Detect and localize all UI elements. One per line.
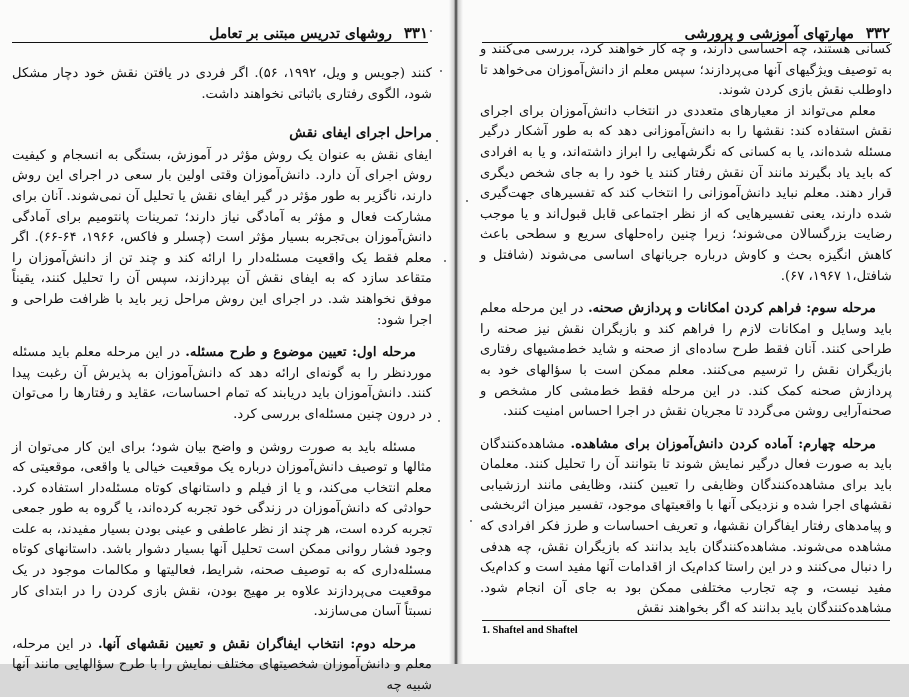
right-page (460, 0, 909, 664)
scan-speck (438, 420, 440, 422)
paragraph (12, 635, 432, 697)
paragraph: معلم می‌تواند از معیارهای متعددی در انتخاب دانش‌آموزان برای اجرای نقش استفاده کند: نقشها را به دانش‌آموزانی دهد که به طور آشکار درگیر مسئله شده‌اند، یا به کسانی که نگرشهایی را ابراز داشته‌اند، و یا به افرادی که باید یاد بگیرند مانند آن نقش رفتار کنند یا خود را به جای شخص دیگری قرار دهند. معلم نباید دانش‌آموزانی را انتخاب کند که تفسیرهای جهت‌گیری شده دارند، یعنی تفسیرهایی که از نظر اجتماعی قابل قبول‌اند و یا موجب رضایت بزرگسالان می‌شوند؛ زیرا چنین راه‌حلهای سریع و سطحی باعث کاهش انگیزه بحث و کاوش درباره جریانهای اساسی می‌شوند (شافتل و شافتل،۱ ۱۹۶۷، ۶۷). (480, 103, 892, 284)
scan-speck (444, 260, 446, 262)
paragraph-lead: مرحله سوم: فراهم کردن امکانات و پردازش صحنه. (588, 301, 876, 317)
scan-speck (436, 140, 438, 142)
paragraph: کسانی هستند، چه احساسی دارند، و چه کار خواهند کرد، بررسی می‌کنند و به توصیف ویژگیهای آنها می‌پردازند؛ سپس معلم از دانش‌آموزان می‌خواهد تا داوطلب نقش بازی کردن شوند. (480, 42, 892, 99)
right-running-head (482, 16, 890, 43)
paragraph-lead: مرحله دوم: انتخاب ایفاگران نقش و تعیین نقشهای آنها. (97, 636, 417, 652)
right-running-head-title: مهارتهای آموزشی و پرورشی (684, 26, 854, 42)
paragraph-lead: مرحله چهارم: آماده کردن دانش‌آموزان برای مشاهده. (570, 436, 876, 452)
left-running-head-title: روشهای تدریس مبتنی بر تعامل (209, 26, 392, 42)
right-page-body (480, 40, 892, 620)
right-page-number: ۳۳۲ (865, 24, 890, 42)
paragraph-text: در این مرحله، معلم و دانش‌آموزان شخصیتهای مختلف نمایش را با طرح سؤالهایی مانند آنها شبیه چه (12, 636, 432, 694)
paragraph-text: مشاهده‌کنندگان باید به صورت فعال درگیر نمایش شوند تا بتوانند آن را تحلیل کنند. معلمان باید برای مشاهده‌کنندگان وظایفی را تعیین کنند، وظایفی مانند ارزشیابی نقشهای اجرا شده و نزدیکی آنها با واقعیتهای موجود، تفسیر میزان اثربخشی و پیامدهای رفتار ایفاگران نقشها، و تعریف احساسات و طرز فکر افرادی که مشاهده می‌شوند. مشاهده‌کنندگان باید بدانند که بازیگران نقش، چه هدفی را دنبال می‌کنند و در این راستا کدام‌یک از اقدامات آنها مفید است و کدام‌یک مفید نیست، و چه تجارب مختلفی ممکن بود به جای آن انجام شود. مشاهده‌کنندگان باید بدانند که اگر بخواهند نقش (480, 436, 892, 617)
left-page-number: ۳۳۱ (403, 24, 428, 42)
paragraph (480, 435, 892, 620)
left-page (0, 0, 452, 694)
paragraph: ایفای نقش به عنوان یک روش مؤثر در آموزش، بستگی به انسجام و کیفیت روش اجرای آن دارد. دانش‌آموزان وقتی اولین بار سعی در اجرای این روش دارند، ناگزیر به طور مؤثر در گیر ایفای نقش یا تحلیل آن نمی‌شوند. آنان برای مشارکت فعال و مؤثر به آمادگی نیاز دارند؛ تمرینات پانتومیم برای آمادگی دانش‌آموزان بی‌تجربه بسیار مؤثر است (چسلر و فاکس، ۱۹۶۶، ۶۴-۶۶). اگر معلم فقط یک واقعیت مسئله‌دار را ارائه کند و چند تن از دانش‌آموزان را متقاعد سازد که به ایفای نقش آن بپردازند، سپس آن را تحلیل کنند، یقیناً موفق نخواهند شد. در اجرای این روش مراحل زیر باید با ظرافت طراحی و اجرا شود: (12, 147, 432, 328)
section-title: مراحل اجرای ایفای نقش (289, 125, 432, 142)
paragraph (480, 299, 892, 423)
left-page-body (12, 64, 432, 697)
scan-speck (440, 70, 442, 72)
paragraph: مسئله باید به صورت روشن و واضح بیان شود؛ برای این کار می‌توان از مثالها و توصیف دانش‌آموزان درباره یک موقعیت خیالی یا واقعی، موقعیتی که معلم انتخاب می‌کند، و یا از فیلم و داستانهای کوتاه مسئله‌دار استفاده کرد. حوادثی که دانش‌آموزان در زندگی خود تجربه کرده‌اند، یا گروه به طور جمعی تجربه کرده است، هر چند از نظر عاطفی و عینی بودن بسیار مفیدند، به علت وجود فشار روانی ممکن است تحلیل آنها بسیار دشوار باشد. داستانهای کوتاه مسئله‌داری که به توصیف صحنه، شرایط، فعالیتها و مکالمات موجود در یک موقعیت می‌پردازند علاوه بر مهیج بودن، نقش بازی کردن را در ابتدای کار نسبتاً آسان می‌سازند. (12, 439, 432, 620)
scan-speck (466, 200, 468, 202)
scan-speck (430, 30, 432, 32)
paragraph-text: در این مرحله معلم باید مسئله موردنظر را به گونه‌ای ارائه دهد که دانش‌آموزان به پذیرش آن رغبت پیدا کنند. دانش‌آموزان باید دریابند که تمام احساسات، عقاید و رفتارها را می‌توان در درون چنین مسئله‌ای بررسی کرد. (12, 345, 432, 422)
paragraph (12, 343, 432, 425)
footnote: 1. Shaftel and Shaftel (482, 620, 890, 636)
paragraph-text: در این مرحله معلم باید وسایل و امکانات لازم را فراهم کند و بازیگران نقش نیز صحنه را طراحی کنند. آنان فقط طرح ساده‌ای از صحنه و شاید خط‌مشیهای رفتاری بازیگران نقش را ترسیم می‌کنند. معلم ممکن است با سؤالهای خود به پردازش صحنه کمک کند. در این مرحله فقط خط‌مشی کار مشخص و صحنه‌آرایی روشن می‌گردد تا مجریان نقش در اجرا احساس امنیت کنند. (480, 301, 892, 420)
left-running-head (12, 16, 428, 43)
paragraph-lead: مرحله اول: تعیین موضوع و طرح مسئله. (185, 345, 416, 361)
paragraph: کنند (جویس و ویل، ۱۹۹۲، ۵۶). اگر فردی در یافتن نقش خود دچار مشکل شود، الگوی رفتاری باثباتی نخواهند داشت. (12, 66, 433, 102)
scan-speck (470, 520, 472, 522)
